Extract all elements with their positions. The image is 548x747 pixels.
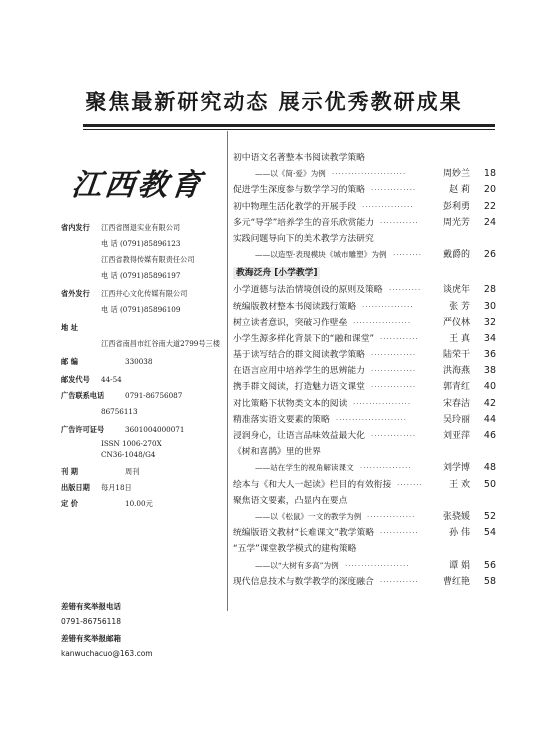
toc-title: 小学道德与法治情境创设的原则及策略 [233,285,383,296]
masthead-value: 江西井心文化传媒有限公司 [101,289,188,298]
toc-subtitle-row[interactable] [233,460,496,476]
toc-title: 实践问题导向下的美术教学方法研究 [233,233,374,244]
masthead-label: 地 址 [61,323,78,332]
toc-entry[interactable] [233,182,496,198]
toc-leader-dots: ············ [380,218,419,227]
toc-author: 王 欢 [449,479,470,490]
toc-author: 洪海燕 [442,366,470,377]
toc-leader-dots: ················ [362,202,414,211]
masthead-label: 邮发代号 [61,375,90,384]
toc-page-number: 38 [483,365,496,377]
toc-title: ——以《简·爱》为例 [255,169,326,179]
masthead-row [61,222,180,233]
masthead-row [61,374,122,385]
masthead-label: 出版日期 [61,483,90,492]
toc-page-number: 52 [483,510,496,522]
masthead-value: 10.00元 [125,499,153,508]
award-phone: 0791-86756118 [61,617,121,626]
toc-entry[interactable] [233,363,496,379]
toc-page-number: 54 [483,527,496,539]
masthead-label: 刊 期 [61,467,78,476]
toc-page-number: 24 [483,216,496,228]
toc-author: 周妙兰 [442,169,470,180]
toc-author: 严仪林 [442,317,470,328]
toc-title: 现代信息技术与数学教学的深度融合 [233,576,374,587]
toc-leader-dots: ········· [393,251,423,260]
toc-author: 戴爵的 [442,250,470,261]
toc-title: 聚焦语文要素，凸显内在要点 [233,495,348,506]
toc-title: 树立读者意识，突破习作壁垒 [233,317,348,328]
toc-title: 小学生源多样化背景下的“融和课堂” [233,333,375,344]
toc-entry[interactable] [233,541,496,557]
masthead-label: 广告许可证号 [61,425,105,434]
toc-author: 曹红艳 [442,576,470,587]
award-phone-label: 差错有奖举报电话 [61,602,121,611]
masthead-row [61,466,139,477]
toc-entry[interactable] [233,396,496,412]
toc-leader-dots: ······················ [336,415,407,424]
masthead-row [61,238,180,249]
toc-leader-dots: ··············· [367,512,416,521]
toc-author: 周光芳 [442,217,470,228]
masthead-value: 330038 [125,357,153,366]
toc-page-number: 46 [483,430,496,441]
toc-entry[interactable] [233,347,496,363]
toc-page-number: 36 [483,349,496,361]
toc-leader-dots: ················ [360,464,412,473]
toc-page-number: 18 [483,168,496,180]
toc-title: ——站在学生的视角解读课文 [255,463,354,473]
toc-entry[interactable] [233,444,496,460]
toc-entry[interactable] [233,493,496,509]
toc-entry[interactable] [233,379,496,395]
headline-rule-thin [83,129,495,130]
toc-title: ——以《松鼠》一文的教学为例 [255,511,362,521]
masthead-row [61,356,152,367]
toc-leader-dots: ·············· [371,367,417,376]
masthead-value: 电 话 (0791)85896109 [101,305,181,314]
masthead-value: 江西省教得传媒有限责任公司 [101,255,195,264]
toc-title: 浸润身心，让语言品味效益最大化 [233,431,365,441]
masthead-row [61,338,220,349]
toc-page-number: 58 [483,575,496,587]
masthead-row [61,424,184,435]
toc-subtitle-row[interactable] [233,166,496,182]
toc-leader-dots: ················ [362,302,414,311]
toc-author: 吴玲丽 [442,414,470,425]
toc-author: 谭 娟 [449,560,470,571]
toc-subtitle-row[interactable] [233,509,496,525]
toc-page-number: 42 [483,397,496,409]
toc-section-label: 教海泛舟 [小学教学] [233,267,320,279]
masthead-value: 44-54 [101,375,122,384]
masthead-row [61,322,125,333]
toc-page-number: 34 [483,332,496,344]
toc-page-number: 28 [483,284,496,296]
toc-section-header [233,265,496,282]
masthead-row [61,498,153,509]
toc-leader-dots: ·················· [353,399,412,408]
toc-entry[interactable] [233,331,496,347]
masthead-row [61,449,155,460]
toc-page-number: 22 [483,200,496,212]
masthead-label: 省内发行 [61,223,90,232]
toc-leader-dots: ···················· [345,561,410,570]
toc-title: 在语言应用中培养学生的思辨能力 [233,366,365,377]
masthead-row [61,254,194,265]
column-divider [227,131,228,611]
toc-page-number: 48 [483,462,496,474]
toc-entry[interactable] [233,428,496,444]
toc-author: 刘学博 [442,463,470,474]
toc-leader-dots: ·················· [353,318,412,327]
masthead-row [61,288,187,299]
toc-page-number: 50 [483,478,496,490]
masthead-row [61,482,132,493]
toc-page-number: 26 [483,249,496,261]
masthead-value: 0791-86756087 [125,391,183,400]
masthead-label: 邮 编 [61,357,78,366]
toc-entry[interactable] [233,199,496,215]
toc-title: 《树和喜鹊》里的世界 [233,447,321,458]
toc-page-number: 44 [483,413,496,425]
toc-entry[interactable] [233,525,496,541]
toc-title: 携手群文阅读，打造魅力语文课堂 [233,382,365,393]
masthead-value: ISSN 1006-270X [101,439,162,448]
toc-title: 多元“导学”培养学生的音乐欣赏能力 [233,217,375,228]
toc-author: 张 芳 [449,301,470,312]
toc-leader-dots: ·············· [371,186,417,195]
toc-title: 基于读写结合的群文阅读教学策略 [233,350,365,361]
toc-author: 孙 伟 [449,528,470,539]
toc-entry[interactable] [233,231,496,247]
masthead-row [61,304,180,315]
toc-subtitle-row[interactable] [233,247,496,263]
toc-title: 对比策略下状物类文本的阅读 [233,398,348,409]
toc-entry[interactable] [233,299,496,315]
toc-title: 绘本与《和大人一起读》栏目的有效衔接 [233,479,392,490]
masthead-row [61,270,180,281]
toc-page-number: 30 [483,300,496,312]
masthead-value: 江西省南昌市红谷南大道2799号三楼 [101,339,220,348]
magazine-logo: 江西教育 [69,168,206,203]
table-of-contents [233,150,496,590]
toc-author: 赵 莉 [449,185,470,196]
toc-title: 统编版语文教材“长难课文”教学策略 [233,528,375,539]
toc-title: 统编版教材整本书阅读践行策略 [233,301,357,312]
toc-entry[interactable] [233,412,496,428]
toc-leader-dots: ············ [380,529,419,538]
masthead-label: 广告联系电话 [61,391,105,400]
masthead-value: 周刊 [125,467,140,476]
masthead-row [61,438,162,449]
masthead-label: 定 价 [61,499,78,508]
toc-entry[interactable] [233,150,496,166]
toc-page-number: 56 [483,559,496,571]
masthead-value: CN36-1048/G4 [101,450,156,459]
award-email: kanwuchacuo@163.com [61,649,153,658]
toc-title: “五学”课堂教学模式的建构策略 [233,544,357,555]
toc-subtitle-row[interactable] [233,558,496,574]
toc-title: ——以造型·表现模块《城市雕塑》为例 [255,250,387,260]
masthead-row [61,406,138,417]
toc-entry[interactable] [233,282,496,298]
masthead-value: 3601004000071 [125,425,185,434]
toc-author: 王 真 [449,333,470,344]
toc-leader-dots: ············ [380,577,419,586]
toc-leader-dots: ·········· [389,286,422,295]
toc-title: 初中物理生活化教学的开展手段 [233,201,357,212]
masthead-value: 电 话 (0791)85896197 [101,271,181,280]
toc-page-number: 32 [483,316,496,328]
toc-entry[interactable] [233,477,496,493]
toc-author: 宋春洁 [442,398,470,409]
toc-title: ——以“大树有多高”为例 [255,560,339,570]
masthead-value: 电 话 (0791)85896123 [101,239,181,248]
headline-rule-thick [83,124,495,127]
toc-leader-dots: ·············· [371,351,417,360]
masthead-label: 省外发行 [61,289,90,298]
toc-author: 刘亚萍 [442,431,470,441]
toc-title: 初中语文名著整本书阅读教学策略 [233,153,365,163]
toc-author: 彭利勇 [442,201,470,212]
toc-title: 促进学生深度参与数学学习的策略 [233,185,365,196]
toc-author: 陆荣干 [442,350,470,361]
masthead-value: 每月18日 [101,483,132,492]
masthead-value: 江西省图退实业有限公司 [101,223,181,232]
page-headline: 聚焦最新研究动态 展示优秀教研成果 [85,89,463,114]
toc-entry[interactable] [233,215,496,231]
toc-leader-dots: ······················· [332,170,407,179]
toc-entry[interactable] [233,315,496,331]
award-email-label: 差错有奖举报邮箱 [61,634,121,643]
toc-leader-dots: ········ [397,480,423,489]
toc-title: 精准落实语文要素的策略 [233,414,330,425]
toc-author: 郭青红 [442,382,470,393]
toc-leader-dots: ·············· [371,432,417,440]
masthead-row [61,390,182,401]
toc-leader-dots: ·············· [371,383,417,392]
toc-leader-dots: ············ [380,334,419,343]
toc-page-number: 20 [483,184,496,196]
toc-author: 谈虎年 [442,285,470,296]
toc-author: 张骁媛 [442,511,470,522]
toc-page-number: 40 [483,381,496,393]
masthead-value: 86756113 [101,407,138,416]
toc-entry[interactable] [233,574,496,590]
